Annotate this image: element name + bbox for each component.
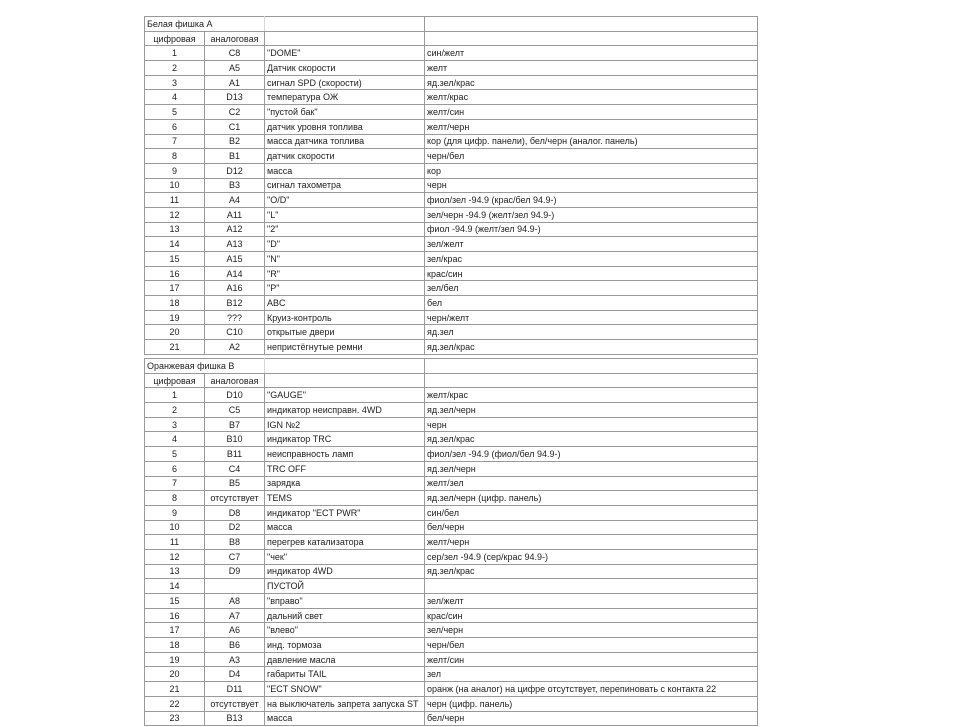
wire-color: зел (425, 667, 758, 682)
table-row (145, 461, 758, 476)
table-row (145, 163, 758, 178)
pin-analog: отсутствует (205, 696, 265, 711)
table-row (145, 325, 758, 340)
table-row (145, 252, 758, 267)
pin-function: температура ОЖ (265, 90, 425, 105)
pin-digital: 7 (145, 476, 205, 491)
pin-analog: A12 (205, 222, 265, 237)
pin-analog: A2 (205, 340, 265, 355)
pin-digital: 14 (145, 237, 205, 252)
pin-digital: 20 (145, 325, 205, 340)
wire-color: черн/бел (425, 149, 758, 164)
pin-function: инд. тормоза (265, 638, 425, 653)
table-row (145, 652, 758, 667)
pin-analog: B5 (205, 476, 265, 491)
table-row (145, 61, 758, 76)
wire-color: зел/черн -94.9 (желт/зел 94.9-) (425, 207, 758, 222)
pin-analog: C7 (205, 549, 265, 564)
pin-function: открытые двери (265, 325, 425, 340)
table-row (145, 296, 758, 311)
wire-color: фиол/зел -94.9 (фиол/бел 94.9-) (425, 447, 758, 462)
table-row (145, 340, 758, 355)
wire-color: яд.зел/крас (425, 564, 758, 579)
pin-analog: A11 (205, 207, 265, 222)
wire-color: сер/зел -94.9 (сер/крас 94.9-) (425, 549, 758, 564)
pin-digital: 15 (145, 252, 205, 267)
wire-color: син/желт (425, 46, 758, 61)
pin-function: "чек" (265, 549, 425, 564)
empty-cell (265, 373, 425, 388)
pin-analog: C5 (205, 403, 265, 418)
table-row (145, 237, 758, 252)
wire-color (425, 579, 758, 594)
pin-digital: 16 (145, 608, 205, 623)
pin-analog: D11 (205, 682, 265, 697)
pin-function: "влево" (265, 623, 425, 638)
table-row (145, 119, 758, 134)
header-analog: аналоговая (205, 373, 265, 388)
pin-function: на выключатель запрета запуска ST (265, 696, 425, 711)
pin-digital: 1 (145, 46, 205, 61)
table-row (145, 476, 758, 491)
table-row (145, 667, 758, 682)
pin-function: непристёгнутые ремни (265, 340, 425, 355)
pin-function: масса датчика топлива (265, 134, 425, 149)
pin-analog: B1 (205, 149, 265, 164)
table-row (145, 711, 758, 726)
table-row (145, 403, 758, 418)
pin-function: TRC OFF (265, 461, 425, 476)
header-analog: аналоговая (205, 31, 265, 46)
wire-color: яд.зел/черн (цифр. панель) (425, 491, 758, 506)
pin-function: сигнал тахометра (265, 178, 425, 193)
pin-digital: 12 (145, 549, 205, 564)
wire-color: яд.зел/крас (425, 340, 758, 355)
wire-color: яд.зел/крас (425, 75, 758, 90)
table-row (145, 549, 758, 564)
pin-analog: B13 (205, 711, 265, 726)
table-row (145, 447, 758, 462)
pin-digital: 16 (145, 266, 205, 281)
pin-analog: D2 (205, 520, 265, 535)
wire-color: черн (цифр. панель) (425, 696, 758, 711)
pin-analog: A16 (205, 281, 265, 296)
wire-color: крас/син (425, 266, 758, 281)
pin-digital: 1 (145, 388, 205, 403)
connector-b-table (144, 358, 758, 726)
connector-a-table (144, 16, 758, 355)
pin-function: "GAUGE" (265, 388, 425, 403)
pin-analog: B8 (205, 535, 265, 550)
empty-cell (425, 373, 758, 388)
wire-color: желт/зел (425, 476, 758, 491)
pin-digital: 15 (145, 594, 205, 609)
pin-function: "P" (265, 281, 425, 296)
column-header-row (145, 373, 758, 388)
pin-function: "ECT SNOW" (265, 682, 425, 697)
wire-color: яд.зел (425, 325, 758, 340)
pin-analog: отсутствует (205, 491, 265, 506)
section-title-row (145, 17, 758, 32)
pin-analog: A4 (205, 193, 265, 208)
pin-digital: 18 (145, 638, 205, 653)
table-row (145, 193, 758, 208)
pin-analog: A6 (205, 623, 265, 638)
pin-function: Датчик скорости (265, 61, 425, 76)
table-row (145, 579, 758, 594)
pin-digital: 12 (145, 207, 205, 222)
pin-analog: D12 (205, 163, 265, 178)
pin-digital: 10 (145, 178, 205, 193)
table-row (145, 105, 758, 120)
table-row (145, 417, 758, 432)
wire-color: яд.зел/крас (425, 432, 758, 447)
table-row (145, 149, 758, 164)
pin-function: "O/D" (265, 193, 425, 208)
pin-analog: D8 (205, 505, 265, 520)
wire-color: зел/желт (425, 237, 758, 252)
wire-color: зел/крас (425, 252, 758, 267)
pin-function: индикатор 4WD (265, 564, 425, 579)
table-row (145, 520, 758, 535)
empty-cell (265, 17, 425, 32)
pin-digital: 4 (145, 432, 205, 447)
empty-cell (265, 359, 425, 374)
table-row (145, 310, 758, 325)
pin-analog: B7 (205, 417, 265, 432)
pin-digital: 6 (145, 119, 205, 134)
pin-analog: D4 (205, 667, 265, 682)
table-row (145, 90, 758, 105)
wire-color: крас/син (425, 608, 758, 623)
pin-digital: 20 (145, 667, 205, 682)
pin-analog: A1 (205, 75, 265, 90)
pin-function: дальний свет (265, 608, 425, 623)
pin-digital: 22 (145, 696, 205, 711)
wire-color: желт/черн (425, 535, 758, 550)
header-digital: цифровая (145, 31, 205, 46)
pin-function: индикатор TRC (265, 432, 425, 447)
pin-analog: D10 (205, 388, 265, 403)
pin-analog: A13 (205, 237, 265, 252)
pin-analog: B11 (205, 447, 265, 462)
header-digital: цифровая (145, 373, 205, 388)
pin-digital: 8 (145, 149, 205, 164)
table-row (145, 594, 758, 609)
pin-function: сигнал SPD (скорости) (265, 75, 425, 90)
pin-function: датчик уровня топлива (265, 119, 425, 134)
pin-digital: 14 (145, 579, 205, 594)
wire-color: яд.зел/черн (425, 461, 758, 476)
wire-color: желт/черн (425, 119, 758, 134)
wire-color: черн/желт (425, 310, 758, 325)
pin-digital: 19 (145, 652, 205, 667)
pin-function: IGN №2 (265, 417, 425, 432)
section-title: Белая фишка А (145, 17, 265, 32)
pin-function: "DOME" (265, 46, 425, 61)
table-row (145, 638, 758, 653)
pin-function: перегрев катализатора (265, 535, 425, 550)
pin-function: неисправность ламп (265, 447, 425, 462)
pin-analog: D9 (205, 564, 265, 579)
wire-color: кор (для цифр. панели), бел/черн (аналог. панель) (425, 134, 758, 149)
empty-cell (425, 17, 758, 32)
pin-digital: 3 (145, 417, 205, 432)
pin-digital: 19 (145, 310, 205, 325)
pin-digital: 17 (145, 623, 205, 638)
empty-cell (425, 359, 758, 374)
pin-analog: C2 (205, 105, 265, 120)
pin-function: Круиз-контроль (265, 310, 425, 325)
wire-color: син/бел (425, 505, 758, 520)
wire-color: желт/син (425, 652, 758, 667)
pin-digital: 7 (145, 134, 205, 149)
pin-digital: 17 (145, 281, 205, 296)
wire-color: зел/бел (425, 281, 758, 296)
table-row (145, 682, 758, 697)
empty-cell (265, 31, 425, 46)
pin-digital: 11 (145, 193, 205, 208)
section-title-row (145, 359, 758, 374)
pin-digital: 6 (145, 461, 205, 476)
pin-function: "N" (265, 252, 425, 267)
pin-function: зарядка (265, 476, 425, 491)
pin-function: "R" (265, 266, 425, 281)
wire-color: желт/син (425, 105, 758, 120)
pin-function: масса (265, 520, 425, 535)
wire-color: зел/черн (425, 623, 758, 638)
pin-digital: 13 (145, 564, 205, 579)
pin-digital: 9 (145, 163, 205, 178)
table-row (145, 564, 758, 579)
wire-color: бел/черн (425, 711, 758, 726)
pin-digital: 5 (145, 105, 205, 120)
column-header-row (145, 31, 758, 46)
pin-digital: 18 (145, 296, 205, 311)
wire-color: желт/крас (425, 388, 758, 403)
pin-analog: C4 (205, 461, 265, 476)
pin-function: TEMS (265, 491, 425, 506)
pin-digital: 8 (145, 491, 205, 506)
table-row (145, 46, 758, 61)
pin-digital: 21 (145, 682, 205, 697)
pin-analog: A7 (205, 608, 265, 623)
pin-analog: C8 (205, 46, 265, 61)
pin-digital: 3 (145, 75, 205, 90)
pin-analog: A3 (205, 652, 265, 667)
pin-analog: C1 (205, 119, 265, 134)
section-title: Оранжевая фишка В (145, 359, 265, 374)
pin-analog: B2 (205, 134, 265, 149)
pin-function: "вправо" (265, 594, 425, 609)
wire-color: черн/бел (425, 638, 758, 653)
pin-analog: A14 (205, 266, 265, 281)
wire-color: яд.зел/черн (425, 403, 758, 418)
wire-color: черн (425, 417, 758, 432)
pin-digital: 21 (145, 340, 205, 355)
table-row (145, 75, 758, 90)
pin-analog: B12 (205, 296, 265, 311)
wire-color: бел/черн (425, 520, 758, 535)
wire-color: желт (425, 61, 758, 76)
pin-analog (205, 579, 265, 594)
table-row (145, 266, 758, 281)
wire-color: фиол/зел -94.9 (крас/бел 94.9-) (425, 193, 758, 208)
pin-digital: 23 (145, 711, 205, 726)
wire-color: кор (425, 163, 758, 178)
table-row (145, 207, 758, 222)
pin-digital: 5 (145, 447, 205, 462)
wire-color: желт/крас (425, 90, 758, 105)
table-row (145, 535, 758, 550)
pin-digital: 2 (145, 61, 205, 76)
pin-digital: 2 (145, 403, 205, 418)
pin-digital: 4 (145, 90, 205, 105)
table-row (145, 388, 758, 403)
table-row (145, 491, 758, 506)
table-row (145, 623, 758, 638)
pin-function: габариты TAIL (265, 667, 425, 682)
table-row (145, 505, 758, 520)
pin-analog: C10 (205, 325, 265, 340)
pin-function: "D" (265, 237, 425, 252)
table-row (145, 281, 758, 296)
wire-color: зел/желт (425, 594, 758, 609)
wire-color: бел (425, 296, 758, 311)
wire-color: черн (425, 178, 758, 193)
pin-analog: D13 (205, 90, 265, 105)
pin-analog: B3 (205, 178, 265, 193)
pin-function: "2" (265, 222, 425, 237)
table-row (145, 178, 758, 193)
pin-function: ABC (265, 296, 425, 311)
pin-analog: A5 (205, 61, 265, 76)
pin-analog: ??? (205, 310, 265, 325)
pin-function: масса (265, 163, 425, 178)
pin-function: давление масла (265, 652, 425, 667)
pin-function: "L" (265, 207, 425, 222)
pin-function: ПУСТОЙ (265, 579, 425, 594)
pin-analog: A15 (205, 252, 265, 267)
table-row (145, 222, 758, 237)
pin-function: масса (265, 711, 425, 726)
table-row (145, 696, 758, 711)
wire-color: оранж (на аналог) на цифре отсутствует, перепиновать с контакта 22 (425, 682, 758, 697)
pin-digital: 10 (145, 520, 205, 535)
table-row (145, 134, 758, 149)
pin-analog: B6 (205, 638, 265, 653)
pin-digital: 9 (145, 505, 205, 520)
pin-analog: A8 (205, 594, 265, 609)
pin-digital: 13 (145, 222, 205, 237)
wire-color: фиол -94.9 (желт/зел 94.9-) (425, 222, 758, 237)
pin-function: "пустой бак" (265, 105, 425, 120)
pin-function: индикатор неисправн. 4WD (265, 403, 425, 418)
pin-function: датчик скорости (265, 149, 425, 164)
pin-function: индикатор "ECT PWR" (265, 505, 425, 520)
empty-cell (425, 31, 758, 46)
table-row (145, 432, 758, 447)
table-row (145, 608, 758, 623)
pin-analog: B10 (205, 432, 265, 447)
pin-digital: 11 (145, 535, 205, 550)
